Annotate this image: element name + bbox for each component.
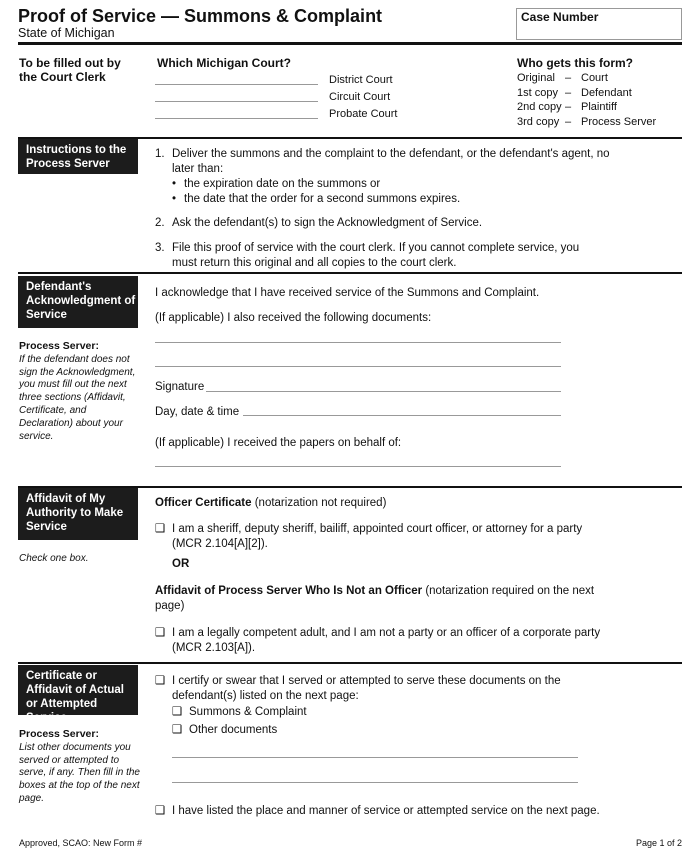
- officer-certificate-heading: [155, 496, 386, 511]
- instruction-2-text: Ask the defendant(s) to sign the Acknowledgment of Service.: [172, 217, 483, 229]
- instruction-1-number: 1.: [155, 148, 165, 160]
- process-server-option-text: I am a legally competent adult, and I am not a party or an officer of a corporate party (MCR 2.103[A]).: [172, 627, 601, 654]
- instruction-3-text: File this proof of service with the court clerk. If you cannot complete service, you must return this original and all copies to the court clerk.: [172, 242, 580, 269]
- footer-approval: Approved, SCAO: New Form #: [19, 838, 143, 848]
- certificate-note: [19, 728, 141, 806]
- distribution-row: [517, 71, 656, 86]
- section-divider: [18, 662, 682, 664]
- signature-blank[interactable]: [206, 391, 561, 392]
- instruction-2-number: 2.: [155, 217, 165, 229]
- note-text: List other documents you served or attempted to serve, if any. Then fill in the boxes at the top of the next page.: [19, 741, 140, 804]
- dash: –: [565, 101, 572, 113]
- signature-label: Signature: [155, 381, 205, 393]
- other-documents-label: Other documents: [189, 724, 278, 736]
- certify-checkbox[interactable]: ❑: [155, 675, 166, 687]
- distribution-row: [517, 115, 656, 130]
- instruction-1-bullet-2: the date that the order for a second summons expires.: [184, 193, 461, 205]
- circuit-court-blank[interactable]: [155, 101, 318, 102]
- distribution-row: [517, 100, 656, 115]
- case-number-label: Case Number: [521, 10, 599, 24]
- datetime-label: Day, date & time: [155, 406, 240, 418]
- officer-option-text: I am a sheriff, deputy sheriff, bailiff, appointed court officer, or attorney for a party (MCR 2.104[A][2]).: [172, 523, 583, 550]
- certificate-label: Certificate or Affidavit of Actual or Attempted Service: [18, 665, 138, 715]
- or-separator: OR: [172, 558, 190, 570]
- copy-name: 2nd copy: [517, 101, 562, 113]
- note-title: Process Server:: [19, 728, 99, 740]
- distribution-row: [517, 86, 656, 101]
- officer-title: Officer Certificate: [155, 497, 252, 509]
- district-court-blank[interactable]: [155, 84, 318, 85]
- other-documents-blank-1[interactable]: [172, 757, 578, 758]
- copy-name: 3rd copy: [517, 115, 560, 128]
- datetime-blank[interactable]: [243, 415, 561, 416]
- form-title: Proof of Service — Summons & Complaint: [18, 6, 383, 26]
- acknowledgment-label: Defendant's Acknowledgment of Service: [18, 276, 138, 328]
- acknowledge-statement: I acknowledge that I have received service of the Summons and Complaint.: [155, 287, 540, 299]
- note-text: Check one box.: [19, 553, 89, 564]
- copy-recipient: Process Server: [581, 115, 657, 128]
- court-option-probate: Probate Court: [329, 108, 398, 120]
- copy-recipient: Court: [581, 72, 608, 84]
- officer-note: (notarization not required): [254, 497, 387, 509]
- behalf-statement: (If applicable) I received the papers on behalf of:: [155, 437, 402, 449]
- documents-blank-1[interactable]: [155, 342, 561, 343]
- copy-recipient: Plaintiff: [581, 101, 617, 113]
- page-number: Page 1 of 2: [635, 838, 682, 848]
- summons-complaint-checkbox[interactable]: ❑: [172, 706, 183, 718]
- distribution-table: [517, 71, 656, 129]
- instructions-label: Instructions to the Process Server: [18, 139, 138, 174]
- summons-complaint-label: Summons & Complaint: [189, 706, 307, 718]
- court-heading: Which Michigan Court?: [157, 56, 291, 70]
- other-documents-statement: (If applicable) I also received the following documents:: [155, 312, 432, 324]
- behalf-blank[interactable]: [155, 466, 561, 467]
- copy-recipient: Defendant: [581, 86, 632, 99]
- ps-title: Affidavit of Process Server Who Is Not an Officer: [155, 585, 423, 597]
- listed-text: I have listed the place and manner of service or attempted service on the next page.: [172, 805, 600, 817]
- instruction-3-number: 3.: [155, 242, 165, 254]
- other-documents-checkbox[interactable]: ❑: [172, 724, 183, 736]
- court-option-circuit: Circuit Court: [329, 91, 391, 103]
- affidavit-label: Affidavit of My Authority to Make Service: [18, 488, 138, 540]
- probate-court-blank[interactable]: [155, 118, 318, 119]
- affidavit-note: [19, 553, 89, 566]
- section-divider: [18, 272, 682, 274]
- process-server-heading: [155, 584, 605, 613]
- ps-note: (notarization required on the next page): [155, 585, 595, 612]
- court-clerk-label: To be filled out by the Court Clerk: [19, 56, 121, 84]
- instruction-1-bullet-1: the expiration date on the summons or: [184, 178, 381, 190]
- header-divider: [18, 42, 682, 45]
- instruction-1-text: Deliver the summons and the complaint to the defendant, or the defendant's agent, no later than:: [172, 148, 610, 175]
- form-subtitle: State of Michigan: [18, 26, 115, 40]
- listed-checkbox[interactable]: ❑: [155, 805, 166, 817]
- acknowledgment-note: [19, 340, 137, 443]
- court-option-district: District Court: [329, 74, 393, 86]
- copy-name: 1st copy: [517, 86, 558, 99]
- process-server-checkbox[interactable]: ❑: [155, 627, 166, 639]
- documents-blank-2[interactable]: [155, 366, 561, 367]
- dash: –: [565, 86, 572, 99]
- note-title: Process Server:: [19, 340, 99, 352]
- copy-name: Original: [517, 72, 555, 84]
- bullet-icon: •: [172, 193, 177, 205]
- dash: –: [565, 115, 572, 128]
- note-text: If the defendant does not sign the Acknowledgment, you must fill out the next three sections (Affidavit, Certificate, and Declaration) about your service.: [19, 353, 136, 442]
- bullet-icon: •: [172, 178, 177, 190]
- distribution-heading: Who gets this form?: [517, 56, 633, 70]
- dash: –: [565, 72, 572, 84]
- officer-checkbox[interactable]: ❑: [155, 523, 166, 535]
- certify-text: I certify or swear that I served or attempted to serve these documents on the defendant(s) listed on the next page:: [172, 675, 561, 702]
- other-documents-blank-2[interactable]: [172, 782, 578, 783]
